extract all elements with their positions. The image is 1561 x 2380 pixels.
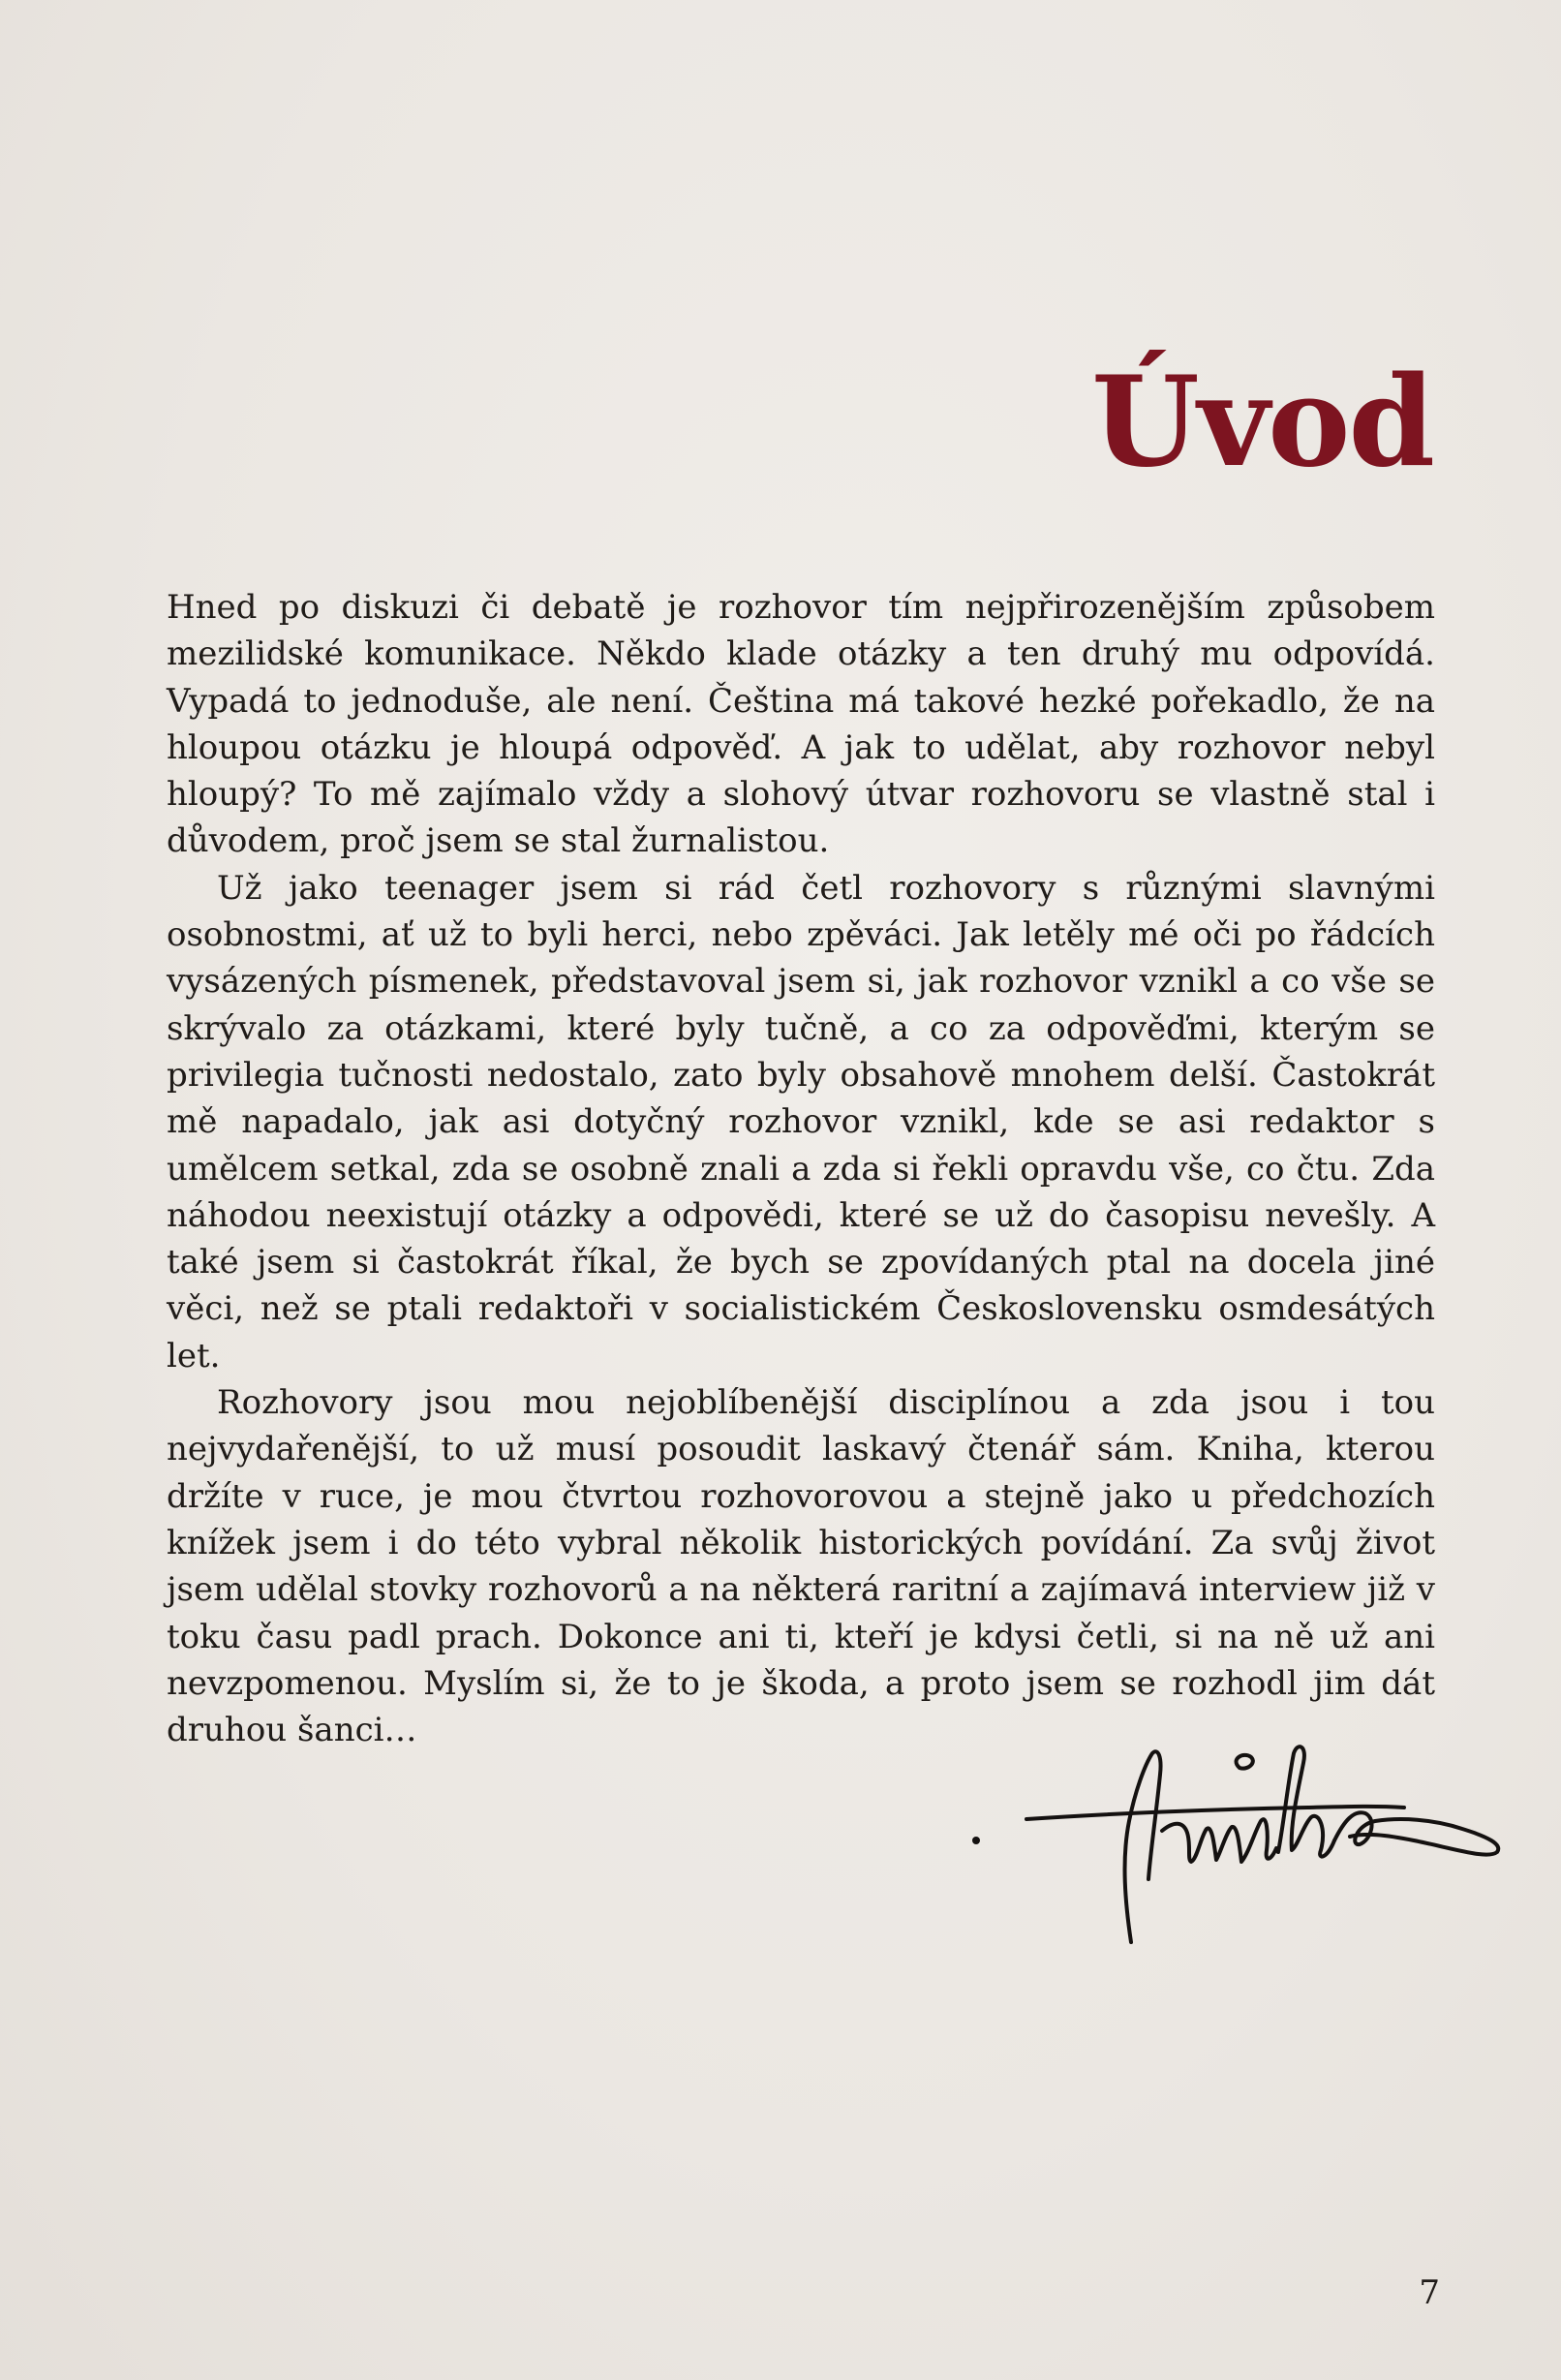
chapter-title: Úvod <box>1091 350 1433 495</box>
paragraph-1: Hned po diskuzi či debatě je rozhovor tím nejpřirozenějším způsobem mezilidské komunikace. Někdo klade otázky a ten druhý mu odpovídá. Vypadá to jednoduše, ale není. Čeština má takové hezké pořekadlo, že na hloupou otázku je hloupá odpověď. A jak to udělat, aby rozhovor nebyl hloupý? To mě zajímalo vždy a slohový útvar rozhovoru se vlastně stal i důvodem, proč jsem se stal žurnalistou. <box>167 588 1435 861</box>
page-number: 7 <box>1419 2273 1440 2312</box>
paragraph-3: Rozhovory jsou mou nejoblíbenější disciplínou a zda jsou i tou nejvydařenější, to už musí posoudit laskavý čtenář sám. Kniha, kterou držíte v ruce, je mou čtvrtou rozhovorovou a stejně jako u předchozích knížek jsem i do této vybral několik historických povídání. Za svůj život jsem udělal stovky rozhovorů a na některá raritní a zajímavá interview již v toku času padl prach. Dokonce ani ti, kteří je kdysi četli, si na ně už ani nevzpomenou. Myslím si, že to je škoda, a proto jsem se rozhodl jim dát druhou šanci… <box>167 1383 1435 1750</box>
author-signature <box>959 1724 1520 1957</box>
intro-text <box>167 584 1435 1753</box>
paragraph-2: Už jako teenager jsem si rád četl rozhovory s různými slavnými osobnostmi, ať už to byli herci, nebo zpěváci. Jak letěly mé oči po řádcích vysázených písmenek, představoval jsem si, jak rozhovor vznikl a co vše se skrývalo za otázkami, které byly tučně, a co za odpověďmi, kterým se privilegia tučnosti nedostalo, zato byly obsahově mnohem delší. Častokrát mě napadalo, jak asi dotyčný rozhovor vznikl, kde se asi redaktor s umělcem setkal, zda se osobně znali a zda si řekli opravdu vše, co čtu. Zda náhodou neexistují otázky a odpovědi, které se už do časopisu nevešly. A také jsem si častokrát říkal, že bych se zpovídaných ptal na docela jiné věci, než se ptali redaktoři v socialistickém Československu osmdesátých let. <box>167 868 1435 1375</box>
